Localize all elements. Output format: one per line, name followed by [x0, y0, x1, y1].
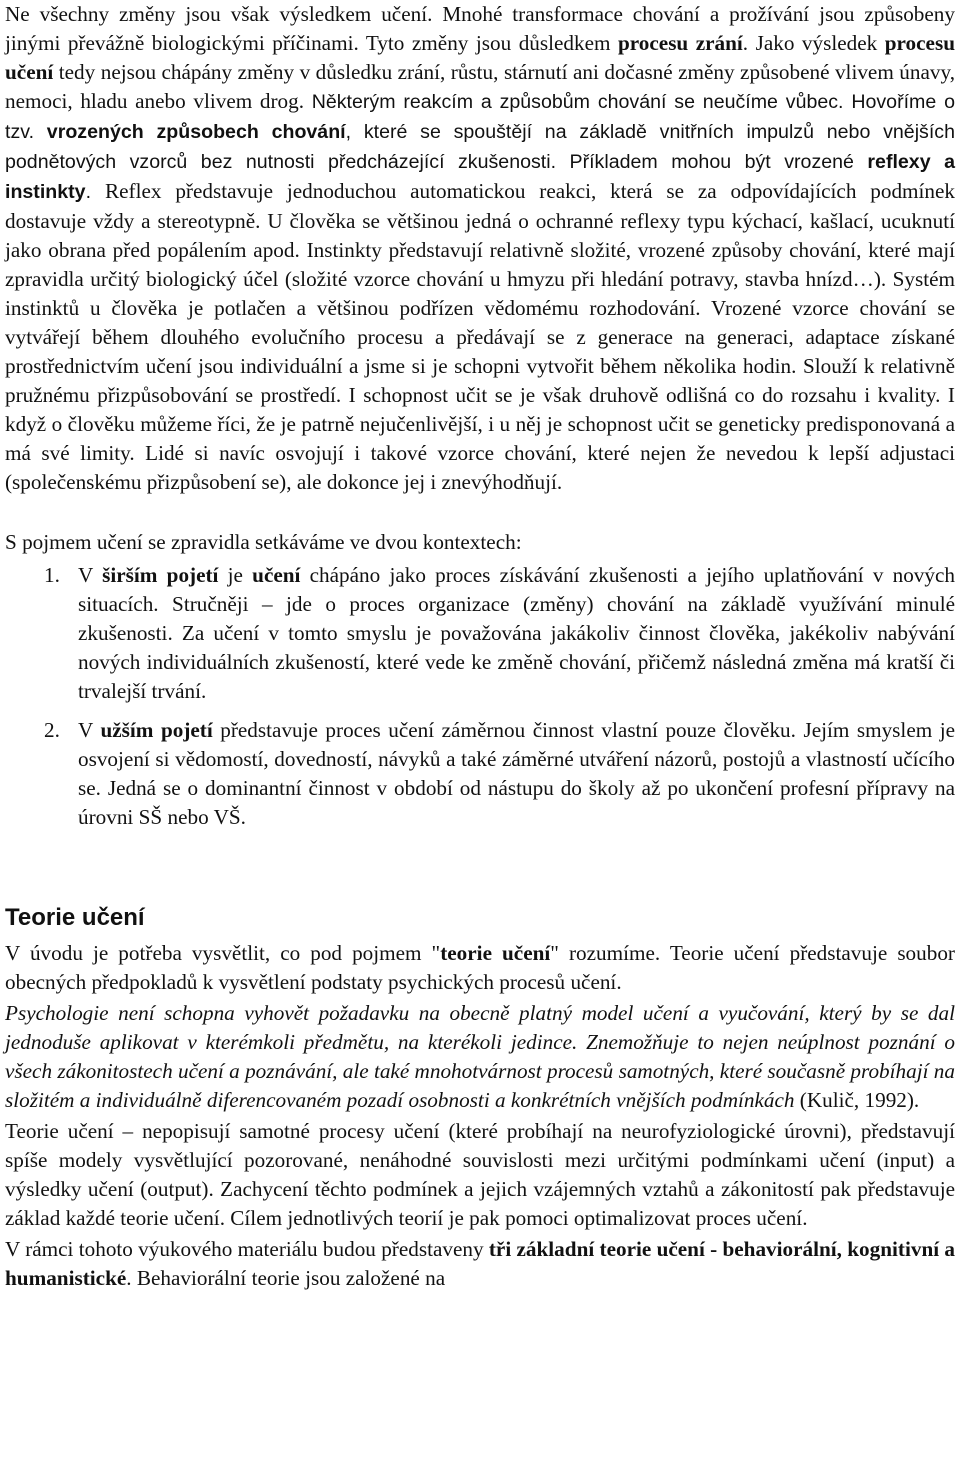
text-span: chápáno jako proces získávání zkušenosti a jejího uplatňování v nových situacích. Stručněji – jde o proces organizace (změny) chování na základě využívání minulé zkušenosti. Za učení v tomto smyslu je považována jakákoliv činnost člověka, jakékoliv nabývání nových individuálních zkušeností, které vede ke změně chování, přičemž následná změna má kratší či trvalejší trvání. [78, 563, 955, 703]
section-heading: Teorie učení [5, 904, 145, 931]
list-item [5, 561, 955, 706]
text-span: . Behaviorální teorie jsou založené na [126, 1266, 446, 1290]
text-span: . [85, 181, 106, 203]
term-three-theories: tři základní teorie učení - behaviorální, kognitivní a humanistické [5, 1237, 956, 1290]
contexts-list [5, 561, 955, 832]
paragraph-three-theories [5, 1235, 955, 1293]
text-span: V rámci tohoto výukového materiálu budou představeny [5, 1237, 489, 1261]
citation: (Kulič, 1992). [794, 1088, 920, 1112]
text-span: Reflex představuje jednoduchou automatickou reakci, která se za odpovídajících podmínek dostavuje vždy a stereotypně. U člověka se většinou jedná o ochranné reflexy typu kýchací, kašlací, ucuknutí jako obrana před popálením apod. Instinkty představují relativně složité, vrozené způsoby chování, které mají zpravidla určitý biologický účel (složité vzorce chování u hmyzu při hledání potravy, stavba hnízd…). Systém instinktů u člověka je potlačen a většinou podřízen vědomému rozhodování. Vrozené vzorce chování se vytvářejí během dlouhého evolučního procesu a předávají se z generace na generaci, adaptace získané prostřednictvím učení jsou individuální a jsme si je schopni vytvořit během několika hodin. Slouží k relativně pružnému přizpůsobování se prostředí. I schopnost učit se je však druhově odlišná co do rozsahu i kvality. I když o člověku můžeme říci, že je patrně nejučenlivější, i u něj je schopnost učit se geneticky predisponovaná a má své limity. Lidé si navíc osvojují i takové vzorce chování, které nejen že nevedou k lepší adjustaci (společenskému přizpůsobení se), ale dokonce jej i znevýhodňují. [5, 179, 955, 494]
text-span: V [78, 718, 101, 742]
text-span: Některým reakcím a způsobům chování se neučíme vůbec. Hovoříme o tzv. [5, 91, 955, 143]
spacer [5, 497, 955, 528]
text-span: " rozumíme. Teorie učení představuje soubor obecných předpokladů k vysvětlení podstaty psychických procesů učení. [5, 941, 955, 994]
list-number: 1. [44, 563, 60, 587]
text-span: představuje proces učení záměrnou činnost vlastní pouze člověku. Jejím smyslem je osvojení si vědomostí, dovedností, návyků a také záměrné utváření názorů, postojů a vlastností učícího se. Jedná se o dominantní činnost v období od nástupu do školy až po ukončení profesní přípravy na úrovni SŠ nebo VŠ. [78, 718, 956, 829]
text-span: V úvodu je potřeba vysvětlit, co pod pojmem " [5, 941, 441, 965]
term-innate-behavior: vrozených způsobech chování [46, 121, 346, 143]
term-maturation: procesu zrání [617, 31, 743, 55]
term-narrow-sense: užším pojetí [100, 718, 213, 742]
spacer [5, 832, 955, 901]
term-learning-theory: teorie učení [440, 941, 551, 965]
text-span: , které se spouštějí na základě vnitřních impulzů nebo vnějších podnětových vzorců bez nutnosti předcházející zkušenosti. Příkladem mohou být vrozené [5, 121, 955, 173]
paragraph-theory-definition [5, 939, 955, 997]
text-span: Ne všechny změny jsou však výsledkem učení. Mnohé transformace chování a prožívání jsou způsobeny jinými převážně biologickými příčinami. Tyto změny jsou důsledkem [5, 2, 955, 55]
text-span: V [78, 563, 103, 587]
text-span: . Jako výsledek [742, 31, 885, 55]
text-span: tedy nejsou chápány změny v důsledku zrání, růstu, stárnutí ani dočasné změny způsobené vlivem únavy, nemoci, hladu anebo vlivem drog. [5, 60, 955, 113]
contexts-intro: S pojmem učení se zpravidla setkáváme ve dvou kontextech: [5, 530, 522, 554]
quote-text: Psychologie není schopna vyhovět požadavku na obecně platný model učení a vyučování, který by se dal jednoduše aplikovat v kterémkoli předmětu, na kterékoli jedince. Znemožňuje to nejen neúplnost poznání o všech zákonitostech učení a poznávání, ale také mnohotvárnost procesů samotných, které současně probíhají na složitém a individuálně diferencovaném pozadí osobnosti a konkrétních vnějších podmínkách [5, 1001, 955, 1112]
paragraph-quote [5, 999, 955, 1115]
paragraph-learning-vs-maturation [5, 0, 955, 497]
list-item [5, 716, 955, 832]
term-reflexes-instincts: reflexy a instinkty [5, 151, 955, 203]
term-learning-process: procesu učení [5, 31, 955, 84]
list-number: 2. [44, 718, 60, 742]
term-learning: učení [252, 563, 301, 587]
paragraph-theory-models: Teorie učení – nepopisují samotné procesy učení (které probíhají na neurofyziologické úrovni), představují spíše modely vysvětlující pozorované, nenáhodné souvislosti mezi určitými podmínkami učení (input) a výsledky učení (output). Zachycení těchto podmínek a jejich vzájemných vztahů a zákonitostí pak představuje základ každé teorie učení. Cílem jednotlivých teorií je pak pomoci optimalizovat proces učení. [5, 1119, 955, 1230]
term-broad-sense: širším pojetí [102, 563, 219, 587]
text-span: je [218, 563, 253, 587]
